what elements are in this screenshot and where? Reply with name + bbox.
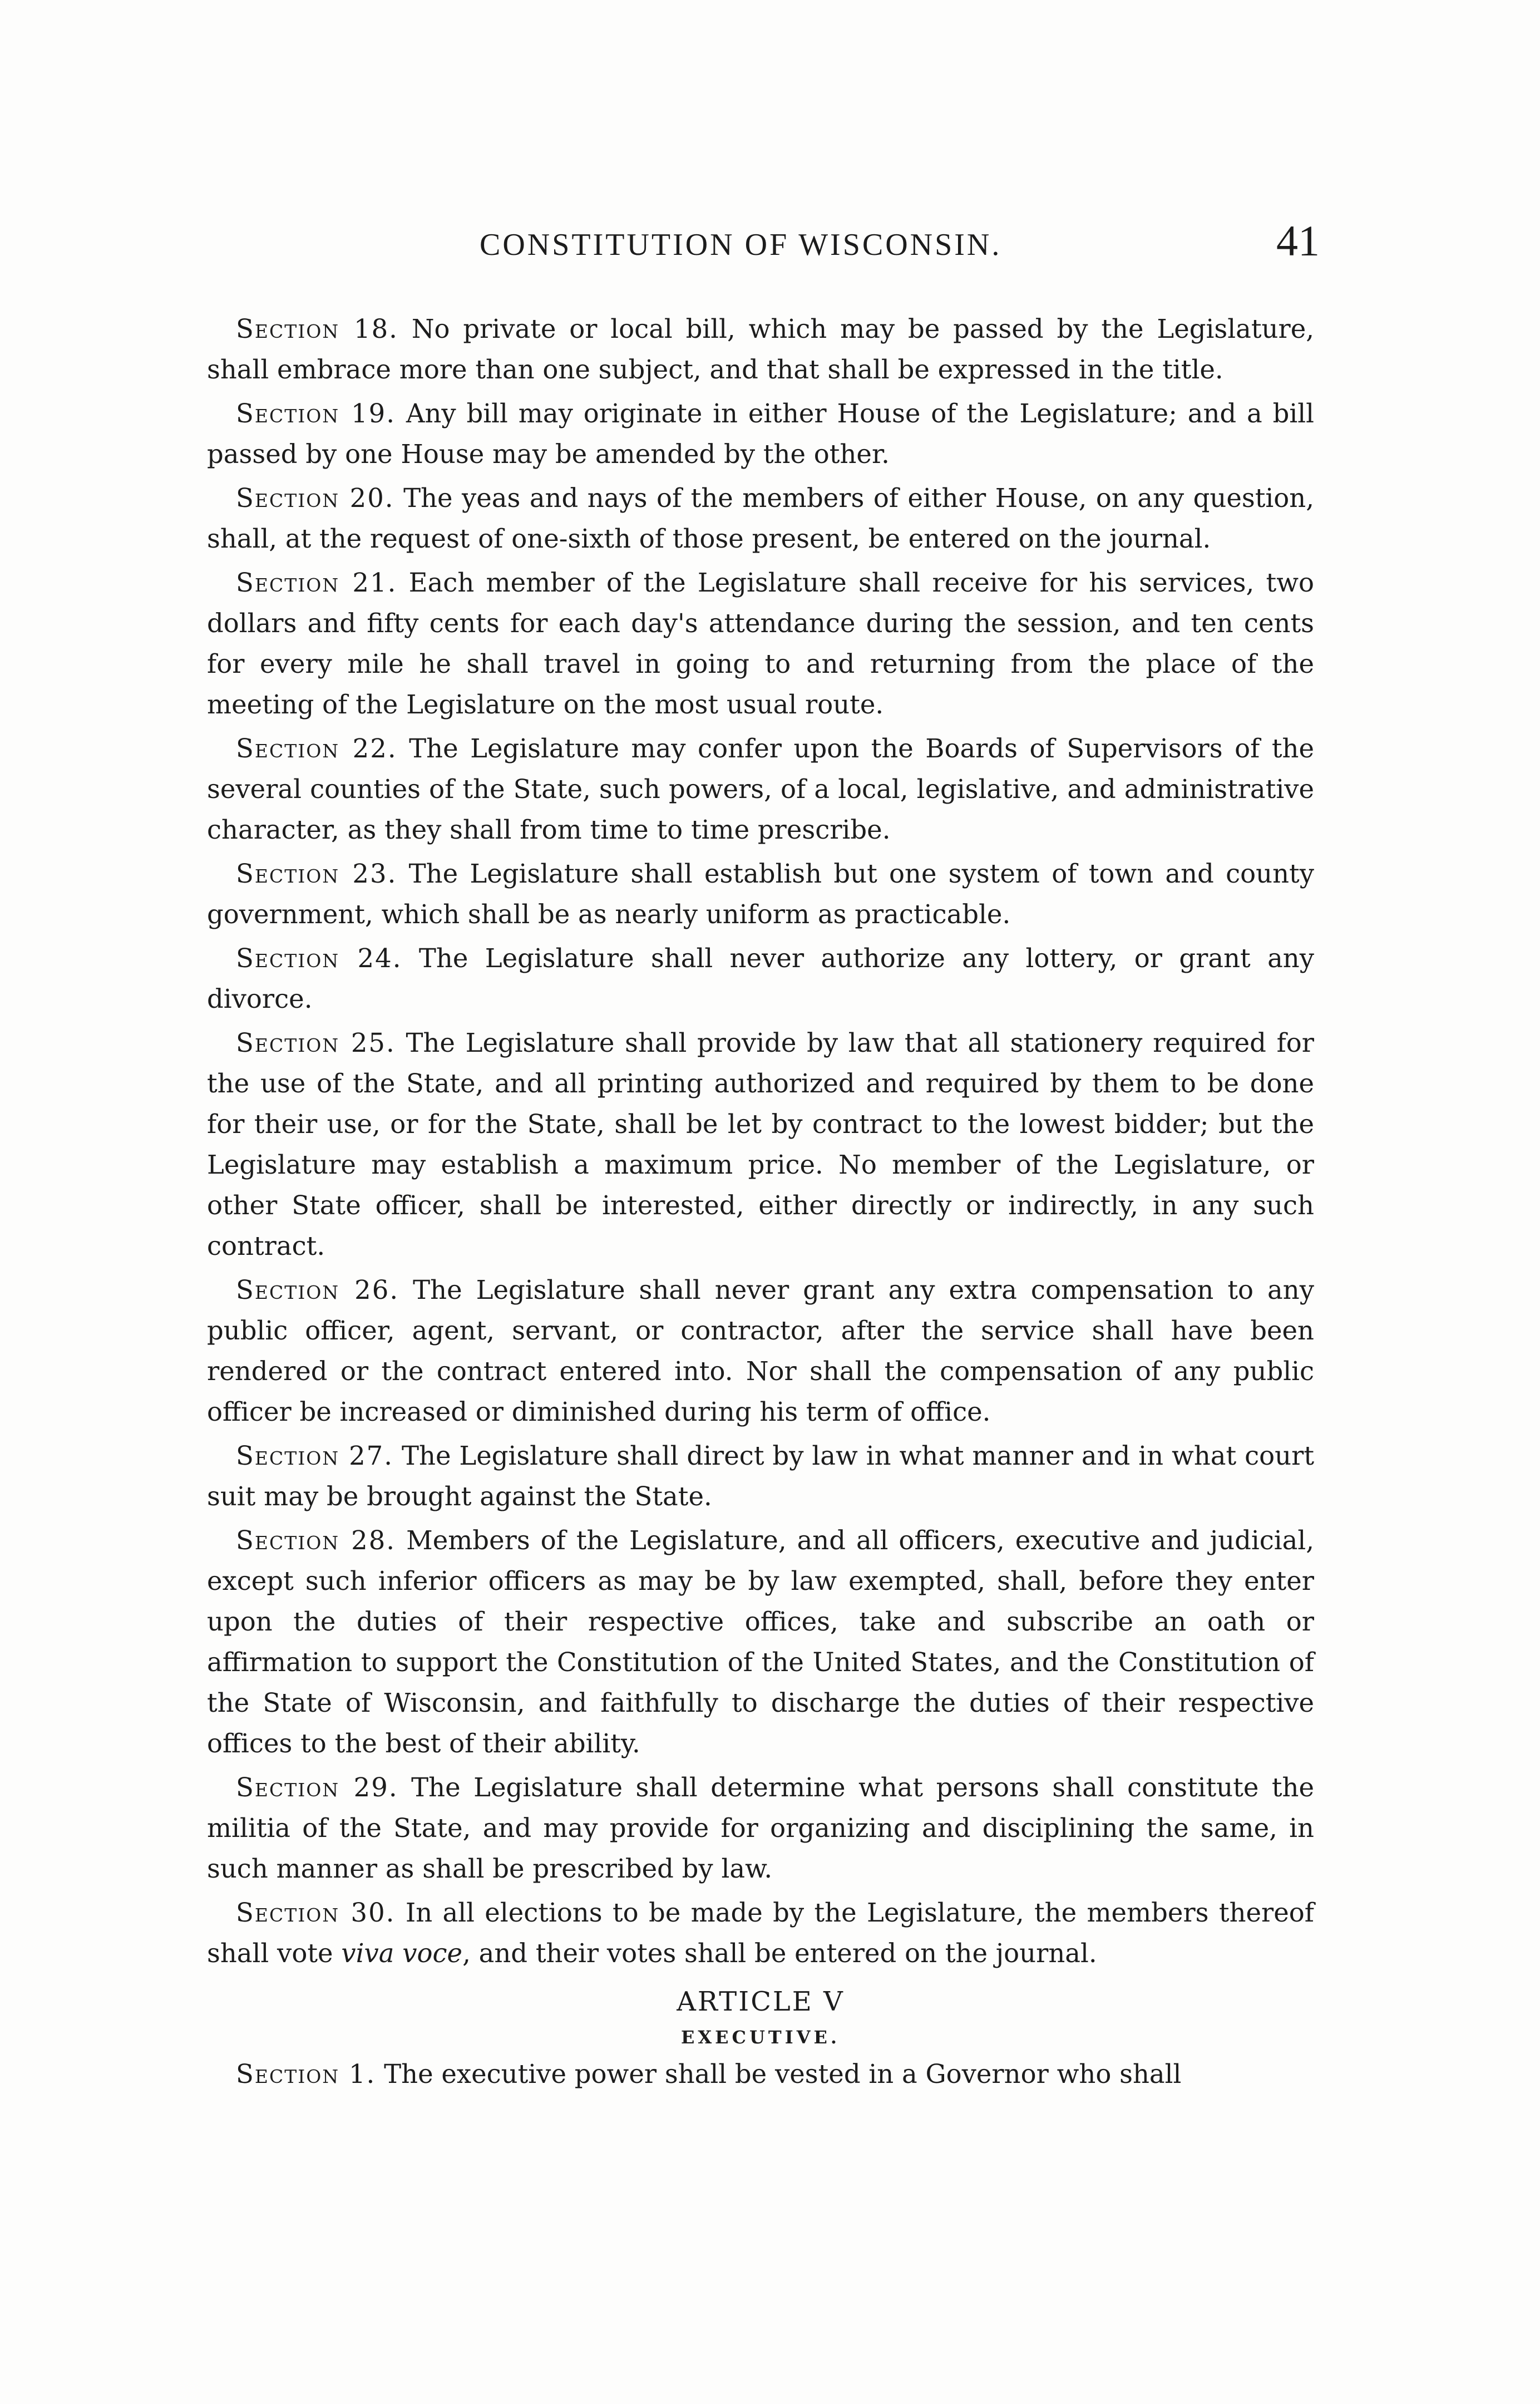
article-subtitle: EXECUTIVE. [680,2027,841,2048]
section-text: No private or local bill, which may be passed by the Legislature, shall embrace more than one subject, and that shall be expressed in the title. [207,314,1315,385]
section-label: Section 22. [236,733,397,763]
section-19 [207,393,1314,475]
section-18 [207,309,1314,390]
section-text: Members of the Legislature, and all officers, executive and judicial, except such inferior officers as may be by law exempted, shall, before they enter upon the duties of their respective offices, take and subscribe an oath or affirmation to support the Constitution of the United States, and the Constitution of the State of Wisconsin, and faithfully to discharge the duties of their respective offices to the best of their ability. [207,1525,1315,1758]
section-text: The Legislature may confer upon the Boards of Supervisors of the several counties of the State, such powers, of a local, legislative, and administrative character, as they shall from time to time prescribe. [207,733,1314,845]
section-label: Section 27. [236,1441,394,1471]
section-text: The executive power shall be vested in a Governor who shall [384,2059,1182,2089]
page-header [207,216,1320,277]
article-heading [207,1983,1314,2054]
section-label: Section 1. [236,2059,376,2089]
section-30 [207,1893,1314,1974]
section-24 [207,938,1314,1019]
section-text: In all elections to be made by the Legislature, the members thereof shall vote [207,1898,1314,1968]
section-26 [207,1270,1314,1432]
section-label: Section 21. [236,568,397,598]
section-text: Each member of the Legislature shall receive for his services, two dollars and fifty cents for each day's attendance during the session, and ten cents for every mile he shall travel in going to and returning from the place of the meeting of the Legislature on the most usual route. [207,568,1314,720]
body-text [207,309,1314,2098]
section-text: The Legislature shall establish but one system of town and county government, which shall be as nearly uniform as practicable. [207,859,1314,929]
section-29 [207,1767,1314,1889]
section-text-italic: viva voce [341,1938,463,1968]
section-label: Section 20. [236,483,394,513]
section-27 [207,1436,1314,1517]
section-20 [207,478,1314,559]
section-text: The Legislature shall never grant any extra compensation to any public officer, agent, servant, or contractor, after the service shall have been rendered or the contract entered into. Nor shall the compensation of any public officer be increased or diminished during his term of office. [207,1275,1314,1427]
section-25 [207,1023,1314,1267]
section-text: The Legislature shall never authorize any lottery, or grant any divorce. [207,943,1315,1014]
section-23 [207,854,1314,935]
section-text: The Legislature shall determine what persons shall constitute the militia of the State, and may provide for organizing and disciplining the same, in such manner as shall be prescribed by law. [207,1772,1315,1884]
page-number: 41 [1276,216,1320,265]
section-label: Section 26. [236,1275,399,1305]
section-label: Section 28. [236,1525,396,1555]
section-21 [207,563,1314,725]
section-text: The yeas and nays of the members of either House, on any question, shall, at the request of one-sixth of those present, be entered on the journal. [207,483,1315,554]
section-label: Section 29. [236,1772,398,1802]
section-label: Section 24. [236,943,402,973]
section-text-end: , and their votes shall be entered on the journal. [462,1938,1097,1968]
section-text: The Legislature shall provide by law that all stationery required for the use of the State, and all printing authorized and required by them to be done for their use, or for the State, shall be let by contract to the lowest bidder; but the Legislature may establish a maximum price. No member of the Legislature, or other State officer, shall be interested, either directly or indirectly, in any such contract. [207,1028,1315,1261]
section-text: Any bill may originate in either House of the Legislature; and a bill passed by one House may be amended by the other. [207,398,1314,469]
section-label: Section 30. [236,1898,396,1928]
running-title: CONSTITUTION OF WISCONSIN. [480,228,1002,262]
section-label: Section 19. [236,398,396,428]
section-text: The Legislature shall direct by law in what manner and in what court suit may be brought against the State. [207,1441,1315,1511]
article-v-section-1 [207,2054,1314,2095]
article-title: ARTICLE V [677,1986,845,2017]
section-label: Section 18. [236,314,398,344]
section-label: Section 25. [236,1028,396,1058]
section-label: Section 23. [236,859,397,889]
section-28 [207,1520,1314,1764]
section-22 [207,728,1314,850]
